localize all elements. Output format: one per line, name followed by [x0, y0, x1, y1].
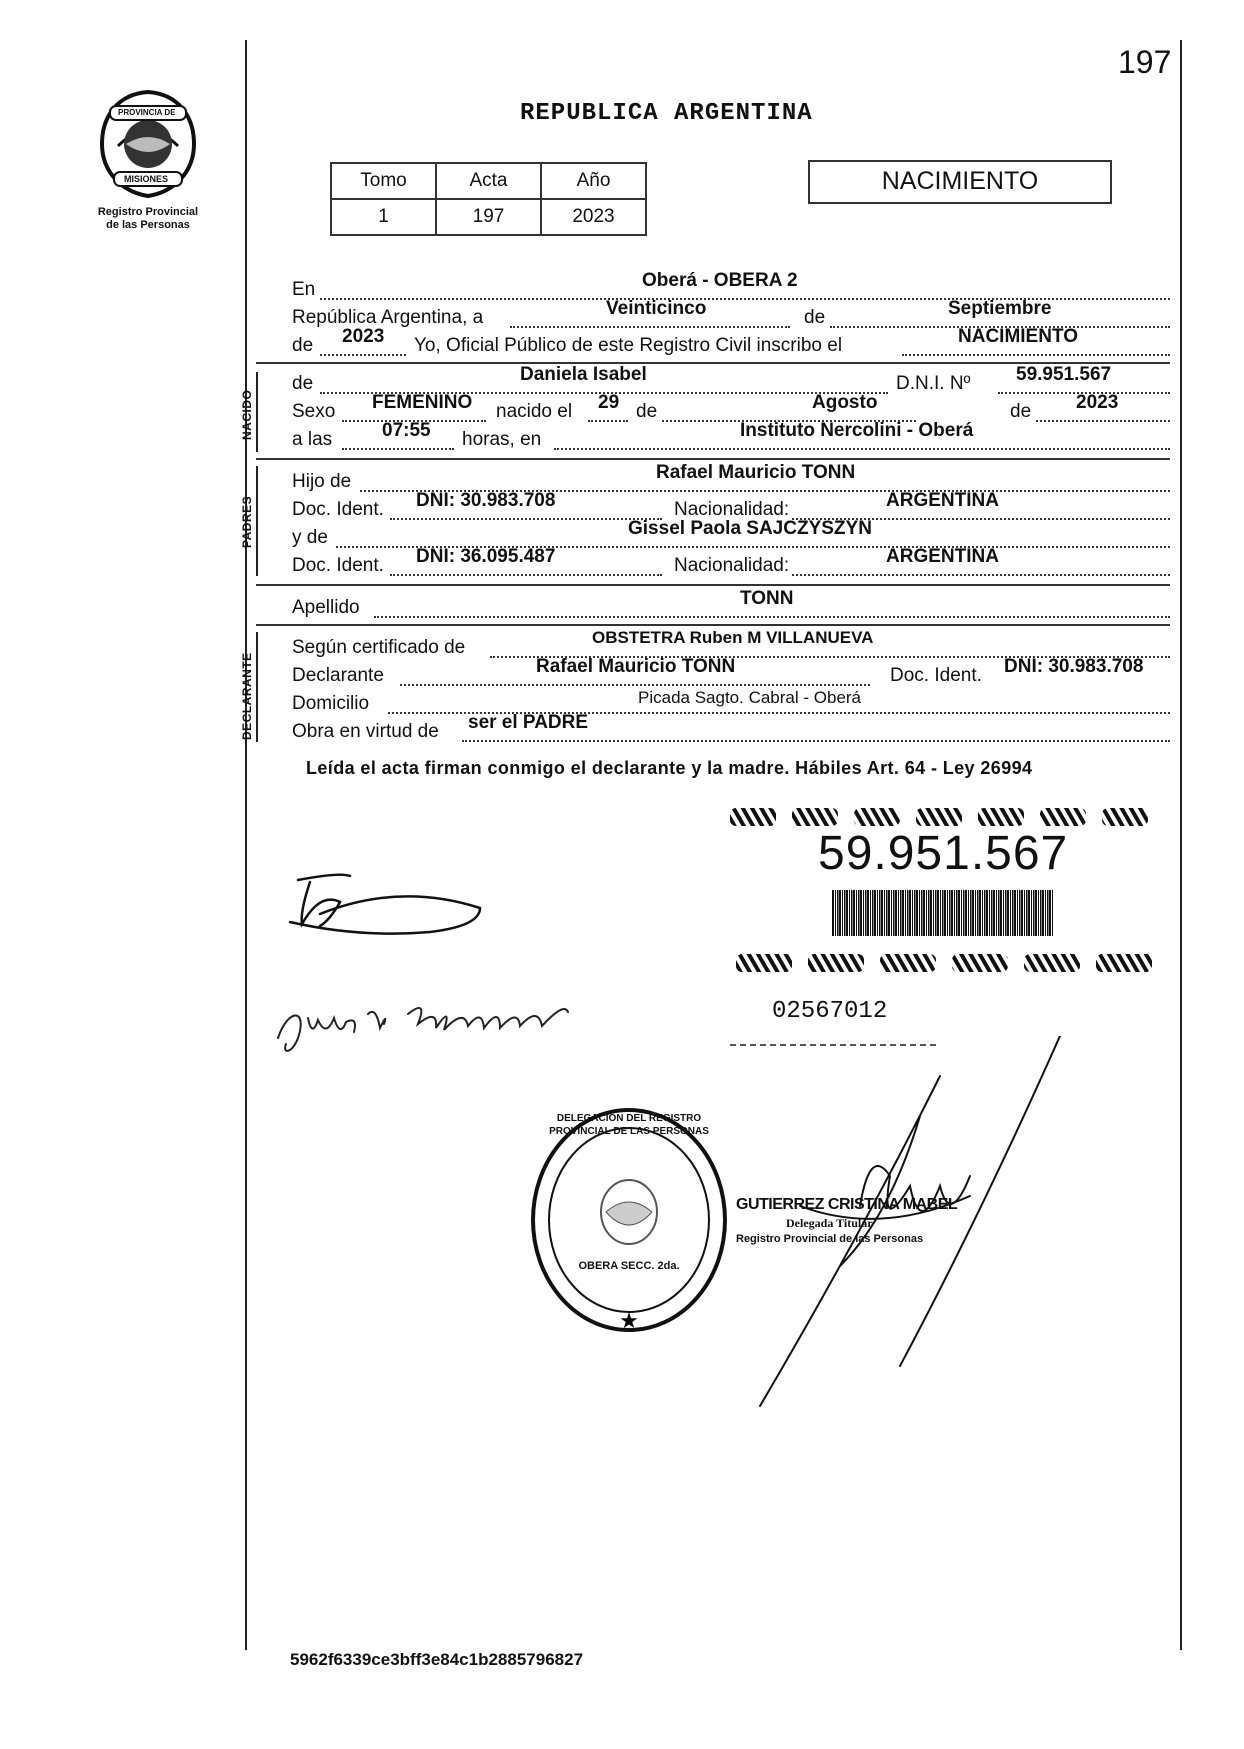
serial-number: 02567012	[772, 998, 888, 1025]
label-segun: Según certificado de	[292, 637, 466, 658]
document-hash: 5962f6339ce3bff3e84c1b2885796827	[290, 1650, 584, 1669]
row-anio-tipo	[292, 326, 1170, 358]
officer-stamp	[736, 1196, 996, 1245]
acta-value-tomo: 1	[331, 199, 436, 235]
registry-name	[78, 206, 218, 232]
value-padre-nac: ARGENTINA	[886, 490, 999, 511]
security-stripe-top	[730, 806, 1178, 828]
province-crest	[88, 86, 208, 202]
label-a-las: a las	[292, 429, 333, 450]
officer-name: GUTIERREZ CRISTINA MABEL	[736, 1196, 958, 1213]
value-anio-nac: 2023	[1076, 392, 1119, 413]
value-dia-texto: Veinticinco	[606, 298, 707, 319]
value-hora: 07:55	[382, 420, 431, 441]
label-apellido: Apellido	[292, 597, 360, 618]
barcode	[832, 890, 1054, 941]
value-apellido: TONN	[740, 588, 794, 609]
value-madre-nac: ARGENTINA	[886, 546, 999, 567]
acta-header-acta: Acta	[436, 163, 541, 199]
value-dia-nac: 29	[598, 392, 620, 413]
value-obra: ser el PADRE	[468, 712, 589, 733]
label-oficial: Yo, Oficial Público de este Registro Civil inscribo el	[414, 335, 843, 356]
declarant-signature	[280, 862, 500, 947]
label-obra: Obra en virtud de	[292, 721, 439, 742]
rule-declarante-top	[256, 624, 1170, 626]
rule-apellido-top	[256, 584, 1170, 586]
right-margin-rule	[1180, 40, 1182, 1650]
left-margin-rule	[245, 40, 247, 1650]
label-declarante: Declarante	[292, 665, 384, 686]
country-title: REPUBLICA ARGENTINA	[520, 100, 813, 127]
value-lugar: Oberá - OBERA 2	[642, 270, 798, 291]
value-dni: 59.951.567	[1016, 364, 1112, 385]
label-dni: D.N.I. Nº	[896, 373, 971, 394]
row-domicilio	[292, 690, 1170, 716]
value-mes-nac: Agosto	[812, 392, 878, 413]
value-certificado: OBSTETRA Ruben M VILLANUEVA	[592, 628, 874, 647]
row-apellido	[292, 588, 1170, 620]
value-domicilio: Picada Sagto. Cabral - Oberá	[638, 688, 862, 707]
value-madre: Gissel Paola SAJCZYSZYN	[628, 518, 872, 539]
crest-bottom-text: MISIONES	[124, 174, 169, 184]
page-number: 197	[1118, 44, 1172, 80]
acta-value-anio: 2023	[541, 199, 646, 235]
row-madre-doc	[292, 546, 1170, 578]
record-type: NACIMIENTO	[881, 167, 1039, 195]
value-declarante: Rafael Mauricio TONN	[536, 656, 736, 677]
officer-title: Delegada Titular	[786, 1216, 873, 1230]
officer-org: Registro Provincial de las Personas	[736, 1233, 924, 1245]
side-label-declarante: DECLARANTE	[240, 652, 254, 740]
value-mes-inscripcion: Septiembre	[948, 298, 1052, 319]
value-declarante-doc: DNI: 30.983.708	[1004, 656, 1144, 677]
row-declarante	[292, 656, 1170, 688]
label-horas-en: horas, en	[462, 429, 542, 450]
label-hijo-de: Hijo de	[292, 471, 352, 492]
label-de2: de	[636, 401, 658, 422]
label-sexo: Sexo	[292, 401, 336, 422]
seal-inner-text: OBERA SECC. 2da.	[578, 1260, 680, 1272]
svg-text:★: ★	[619, 1309, 639, 1334]
value-nombre: Daniela Isabel	[520, 364, 647, 385]
dni-big: 59.951.567	[818, 827, 1069, 880]
rule-padres-top	[256, 458, 1170, 460]
row-obra	[292, 712, 1170, 744]
acta-value-acta: 197	[436, 199, 541, 235]
label-de-year: de	[292, 335, 314, 356]
registry-line1: Registro Provincial	[97, 206, 199, 218]
row-hora	[292, 420, 1170, 452]
label-de3: de	[1010, 401, 1032, 422]
acta-table	[330, 162, 647, 236]
value-sexo: FEMENINO	[372, 392, 473, 413]
acta-header-anio: Año	[541, 163, 646, 199]
closing-text: Leída el acta firman conmigo el declarante y la madre. Hábiles Art. 64 - Ley 26994	[306, 758, 1033, 778]
value-anio-inscripcion: 2023	[342, 326, 385, 347]
record-type-box	[808, 160, 1112, 204]
seal-ring-text: DELEGACION DEL REGISTRO PROVINCIAL DE LAS PERSONAS	[549, 1113, 709, 1137]
label-en: En	[292, 279, 316, 300]
official-seal	[524, 1102, 734, 1342]
label-nacido-el: nacido el	[496, 401, 573, 422]
acta-header-tomo: Tomo	[331, 163, 436, 199]
label-nacionalidad-padre: Nacionalidad:	[674, 499, 790, 520]
value-lugar-nac: Instituto Nercolini - Oberá	[740, 420, 974, 441]
label-de-nombre: de	[292, 373, 314, 394]
value-padre: Rafael Mauricio TONN	[656, 462, 856, 483]
crest-top-text: PROVINCIA DE	[118, 108, 176, 117]
side-label-nacido: NACIDO	[240, 389, 254, 440]
label-doc-ident-padre: Doc. Ident.	[292, 499, 384, 520]
security-stripe-bottom	[736, 952, 1176, 974]
label-republica: República Argentina, a	[292, 307, 484, 328]
registry-line2: de las Personas	[106, 219, 190, 231]
value-tipo: NACIMIENTO	[958, 326, 1078, 347]
label-de: de	[804, 307, 826, 328]
mother-signature	[268, 968, 608, 1058]
label-domicilio: Domicilio	[292, 693, 370, 714]
value-padre-doc: DNI: 30.983.708	[416, 490, 556, 511]
label-doc-ident-declarante: Doc. Ident.	[890, 665, 982, 686]
value-madre-doc: DNI: 36.095.487	[416, 546, 556, 567]
side-label-padres: PADRES	[240, 495, 254, 548]
label-y-de: y de	[292, 527, 328, 548]
label-doc-ident-madre: Doc. Ident.	[292, 555, 384, 576]
label-nacionalidad-madre: Nacionalidad:	[674, 555, 790, 576]
